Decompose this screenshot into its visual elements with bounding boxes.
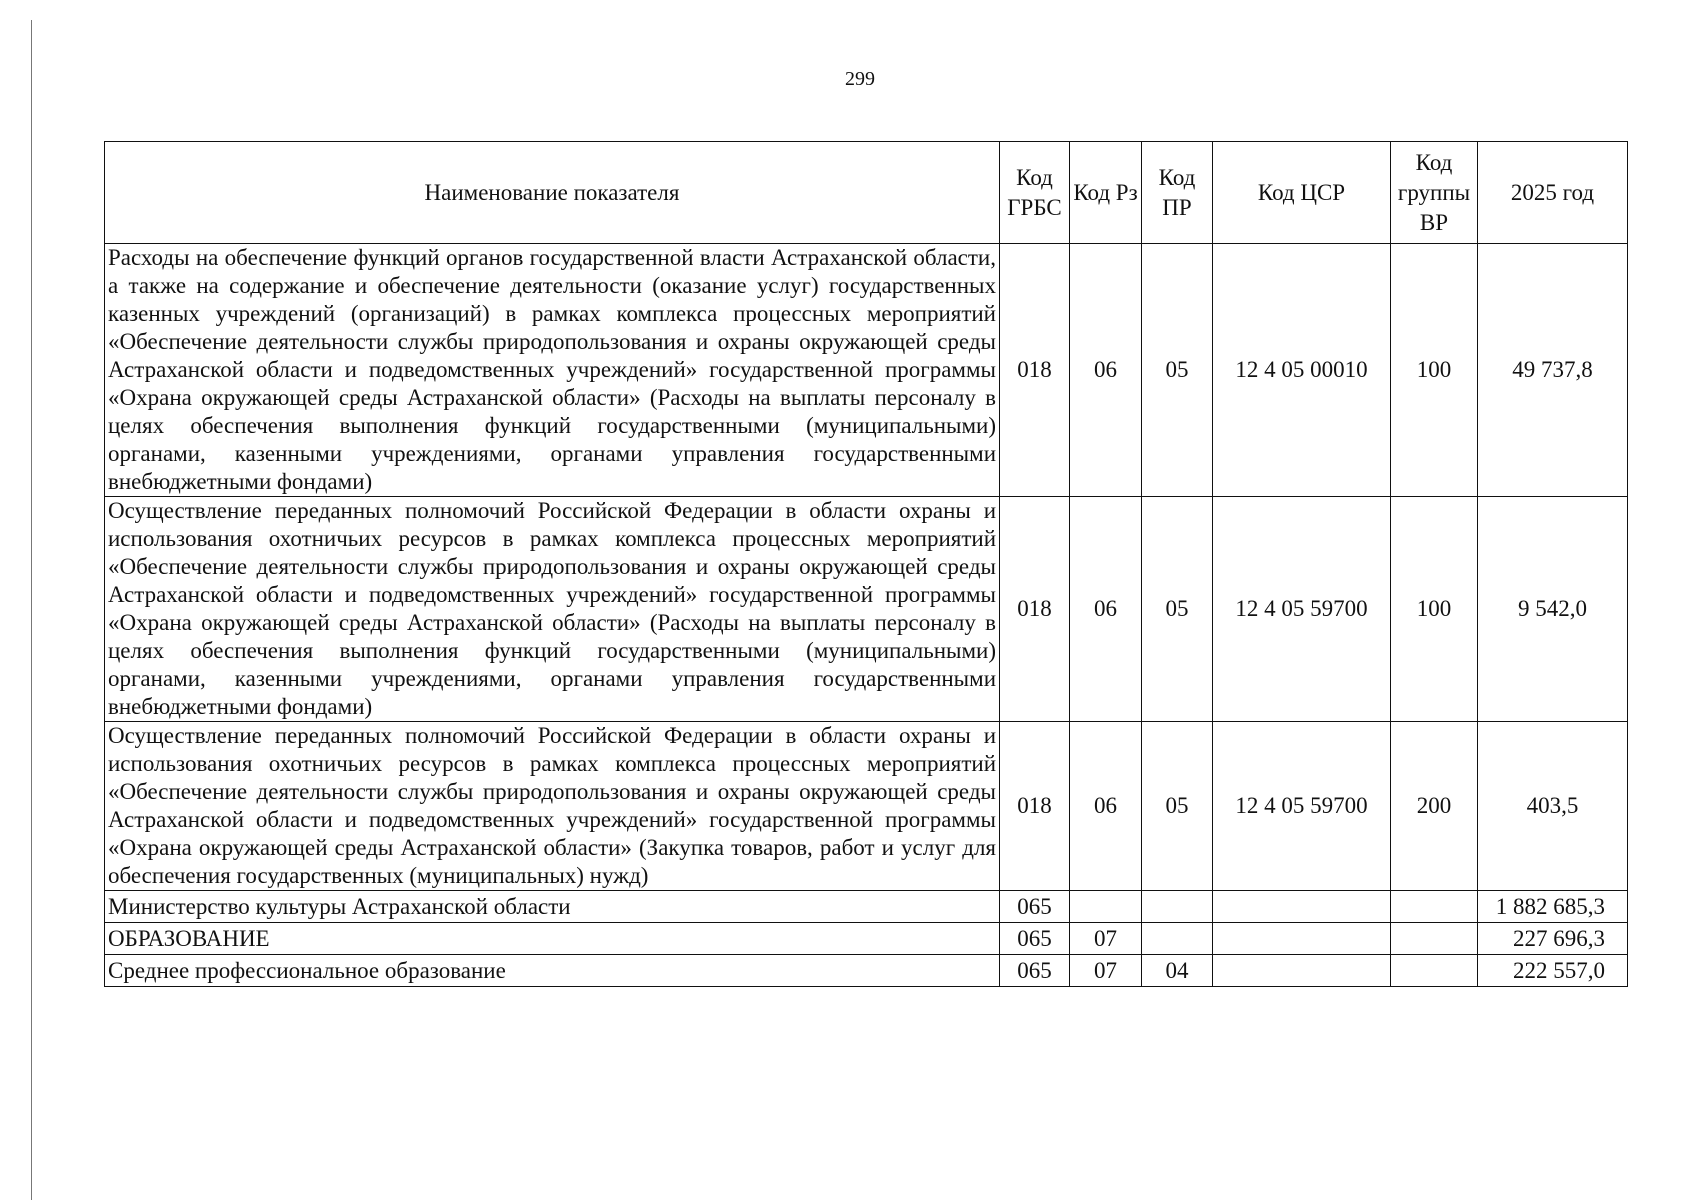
row-csr: 12 4 05 59700 [1213, 722, 1391, 891]
row-grbs: 065 [1000, 891, 1070, 923]
row-amount: 227 696,3 [1478, 923, 1628, 955]
row-name: Осуществление переданных полномочий Российской Федерации в области охраны и использования охотничьих ресурсов в рамках комплекса процессных мероприятий «Обеспечение деятельности службы природопользования и охраны окружающей среды Астраханской области и подведомственных учреждений» государственной программы «Охрана окружающей среды Астраханской области» (Расходы на выплаты персоналу в целях обеспечения выполнения функций государственными (муниципальными) органами, казенными учреждениями, органами управления государственными внебюджетными фондами) [105, 497, 1000, 722]
header-csr: Код ЦСР [1213, 142, 1391, 244]
row-vr: 100 [1391, 497, 1478, 722]
row-amount: 9 542,0 [1478, 497, 1628, 722]
row-grbs: 065 [1000, 923, 1070, 955]
header-vr: Код группы ВР [1391, 142, 1478, 244]
header-year: 2025 год [1478, 142, 1628, 244]
row-name: Осуществление переданных полномочий Российской Федерации в области охраны и использования охотничьих ресурсов в рамках комплекса процессных мероприятий «Обеспечение деятельности службы природопользования и охраны окружающей среды Астраханской области и подведомственных учреждений» государственной программы «Охрана окружающей среды Астраханской области» (Закупка товаров, работ и услуг для обеспечения государственных (муниципальных) нужд) [105, 722, 1000, 891]
row-csr [1213, 955, 1391, 987]
table-row [105, 891, 1628, 923]
row-rz: 06 [1070, 722, 1142, 891]
table-row [105, 955, 1628, 987]
row-rz: 06 [1070, 497, 1142, 722]
row-amount: 1 882 685,3 [1478, 891, 1628, 923]
row-amount: 49 737,8 [1478, 244, 1628, 497]
row-grbs: 065 [1000, 955, 1070, 987]
budget-table [104, 141, 1628, 987]
row-rz: 07 [1070, 923, 1142, 955]
row-name: Среднее профессиональное образование [105, 955, 1000, 987]
row-grbs: 018 [1000, 497, 1070, 722]
row-vr [1391, 923, 1478, 955]
table-row [105, 722, 1628, 891]
row-pr [1142, 891, 1213, 923]
row-rz [1070, 891, 1142, 923]
row-rz: 06 [1070, 244, 1142, 497]
row-pr: 04 [1142, 955, 1213, 987]
row-name: ОБРАЗОВАНИЕ [105, 923, 1000, 955]
header-rz: Код Рз [1070, 142, 1142, 244]
table-header-row [105, 142, 1628, 244]
row-name: Министерство культуры Астраханской области [105, 891, 1000, 923]
table-row [105, 244, 1628, 497]
row-csr [1213, 923, 1391, 955]
row-pr: 05 [1142, 497, 1213, 722]
row-grbs: 018 [1000, 722, 1070, 891]
row-pr: 05 [1142, 722, 1213, 891]
row-name: Расходы на обеспечение функций органов государственной власти Астраханской области, а также на содержание и обеспечение деятельности (оказание услуг) государственных казенных учреждений (организаций) в рамках комплекса процессных мероприятий «Обеспечение деятельности службы природопользования и охраны окружающей среды Астраханской области и подведомственных учреждений» государственной программы «Охрана окружающей среды Астраханской области» (Расходы на выплаты персоналу в целях обеспечения выполнения функций государственными (муниципальными) органами, казенными учреждениями, органами управления государственными внебюджетными фондами) [105, 244, 1000, 497]
binding-edge-line [31, 20, 32, 1200]
table-row [105, 923, 1628, 955]
header-pr: Код ПР [1142, 142, 1213, 244]
row-grbs: 018 [1000, 244, 1070, 497]
row-pr [1142, 923, 1213, 955]
row-rz: 07 [1070, 955, 1142, 987]
row-csr: 12 4 05 00010 [1213, 244, 1391, 497]
page-number: 299 [845, 68, 875, 90]
row-pr: 05 [1142, 244, 1213, 497]
table-row [105, 497, 1628, 722]
row-amount: 222 557,0 [1478, 955, 1628, 987]
row-vr [1391, 955, 1478, 987]
row-csr: 12 4 05 59700 [1213, 497, 1391, 722]
row-vr: 200 [1391, 722, 1478, 891]
row-vr: 100 [1391, 244, 1478, 497]
row-amount: 403,5 [1478, 722, 1628, 891]
header-name: Наименование показателя [105, 142, 1000, 244]
row-vr [1391, 891, 1478, 923]
row-csr [1213, 891, 1391, 923]
header-grbs: Код ГРБС [1000, 142, 1070, 244]
